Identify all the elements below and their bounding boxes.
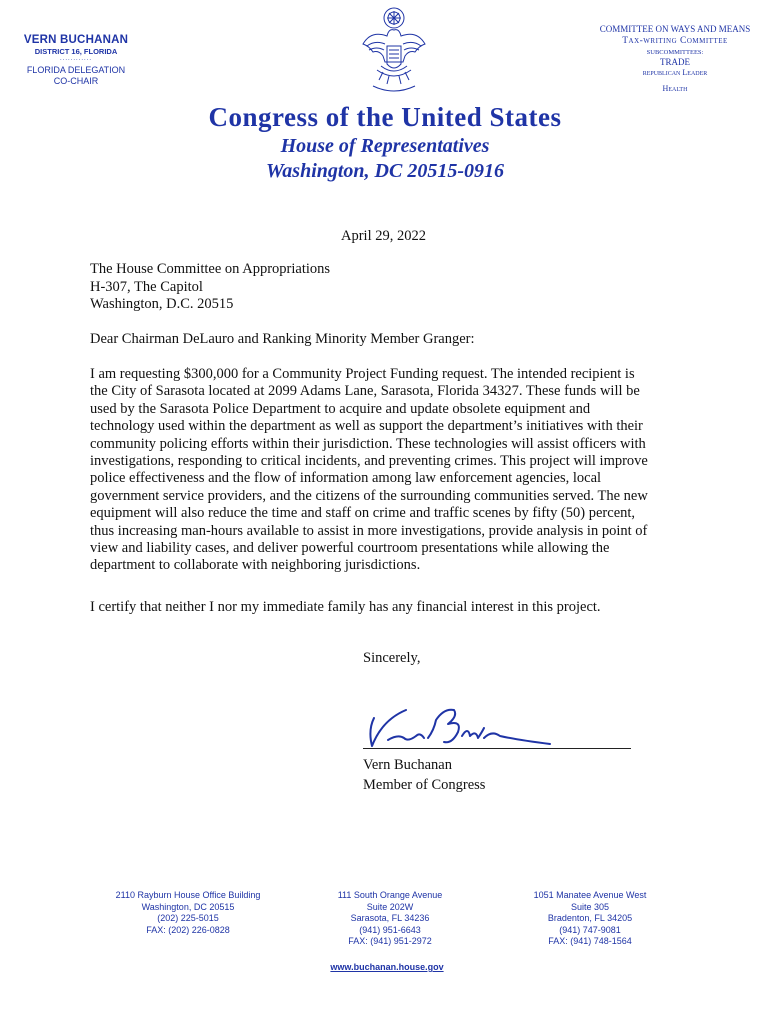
- body-line: investigations, responding to critical incidents, and preventing crimes. This project will improve: [90, 453, 648, 470]
- office-line: Washington, DC 20515: [141, 901, 235, 912]
- signer-block: [363, 755, 485, 795]
- city-title: Washington, DC 20515-0916: [265, 160, 504, 182]
- body-line: technology used within the department as well as support the department’s initiatives with their: [90, 418, 643, 435]
- recipient-address: [90, 261, 330, 314]
- recipient-line: Washington, D.C. 20515: [90, 296, 234, 312]
- recipient-line: H-307, The Capitol: [90, 278, 203, 295]
- letter-body: [90, 366, 690, 575]
- body-line: I am requesting $300,000 for a Community Project Funding request. The intended recipient is: [90, 366, 635, 382]
- great-seal-eagle-icon: [359, 6, 429, 98]
- body-line: equipment will also reduce the time and staff on crime and traffic scenes by fifty (50) percent,: [90, 505, 636, 522]
- office-line: 1051 Manatee Avenue West: [533, 890, 647, 900]
- delegation-line2: CO-CHAIR: [53, 76, 99, 86]
- office-line: FAX: (941) 951-2972: [348, 936, 432, 947]
- body-line: view and liability cases, and deliver powerful courtroom presentations while allowing the: [90, 540, 610, 557]
- house-title: House of Representatives: [280, 135, 490, 157]
- certification: I certify that neither I nor my immediate family has any financial interest in this project.: [90, 599, 601, 615]
- office-line: Suite 305: [570, 901, 610, 912]
- office-dc: [103, 890, 273, 936]
- committee-name: COMMITTEE ON WAYS AND MEANS: [599, 24, 751, 34]
- website-link[interactable]: www.buchanan.house.gov: [330, 962, 444, 972]
- congress-title: Congress of the United States: [208, 102, 562, 132]
- office-line: 2110 Rayburn House Office Building: [115, 890, 261, 900]
- letter-date: April 29, 2022: [341, 228, 426, 244]
- tax-committee: Tax-writing Committee: [622, 36, 728, 46]
- body-line: thus increasing man-hours available to assist in more investigations, provide analysis in point of: [90, 522, 648, 539]
- salutation: Dear Chairman DeLauro and Ranking Minority Member Granger:: [90, 331, 475, 347]
- subcommittee-trade: TRADE: [660, 57, 690, 67]
- subcommittee-health: Health: [662, 84, 688, 93]
- body-line: government service providers, and the citizens of the surrounding communities served. The new: [90, 487, 648, 504]
- subcommittees-label: SUBCOMMITTEES:: [646, 49, 704, 56]
- separator: ............: [59, 56, 92, 62]
- signature-line: [363, 748, 631, 749]
- body-line: police effectiveness and the flow of information among law enforcement agencies, local: [90, 470, 602, 487]
- committee-block: [585, 24, 765, 93]
- body-line: used by the Sarasota Police Department to acquire and update obsolete equipment and: [90, 400, 591, 417]
- office-line: (202) 225-5015: [157, 913, 219, 924]
- office-bradenton: [505, 890, 675, 948]
- office-line: Bradenton, FL 34205: [547, 913, 633, 924]
- office-line: FAX: (202) 226-0828: [146, 924, 230, 935]
- office-line: (941) 747-9081: [559, 924, 621, 935]
- office-sarasota: [320, 890, 460, 948]
- delegation-line1: FLORIDA DELEGATION: [26, 65, 126, 75]
- office-line: FAX: (941) 748-1564: [548, 936, 632, 947]
- signer-title: Member of Congress: [363, 777, 486, 793]
- body-line: the City of Sarasota located at 2099 Adams Lane, Sarasota, Florida 34327. These funds will be: [90, 383, 640, 400]
- office-line: (941) 951-6643: [359, 924, 421, 935]
- republican-leader: republican Leader: [642, 68, 708, 77]
- member-name: VERN BUCHANAN: [23, 34, 129, 46]
- member-info-block: [20, 34, 132, 87]
- body-line: department to collaborate with neighboring jurisdictions.: [90, 557, 421, 574]
- recipient-line: The House Committee on Appropriations: [90, 261, 331, 277]
- office-line: Sarasota, FL 34236: [350, 913, 430, 924]
- office-line: 111 South Orange Avenue: [337, 890, 443, 900]
- signer-name: Vern Buchanan: [363, 757, 452, 773]
- closing: Sincerely,: [363, 650, 421, 666]
- body-line: community policing efforts within their jurisdiction. These technologies will assist officers with: [90, 435, 646, 452]
- member-district: DISTRICT 16, FLORIDA: [34, 47, 118, 56]
- office-line: Suite 202W: [366, 901, 414, 912]
